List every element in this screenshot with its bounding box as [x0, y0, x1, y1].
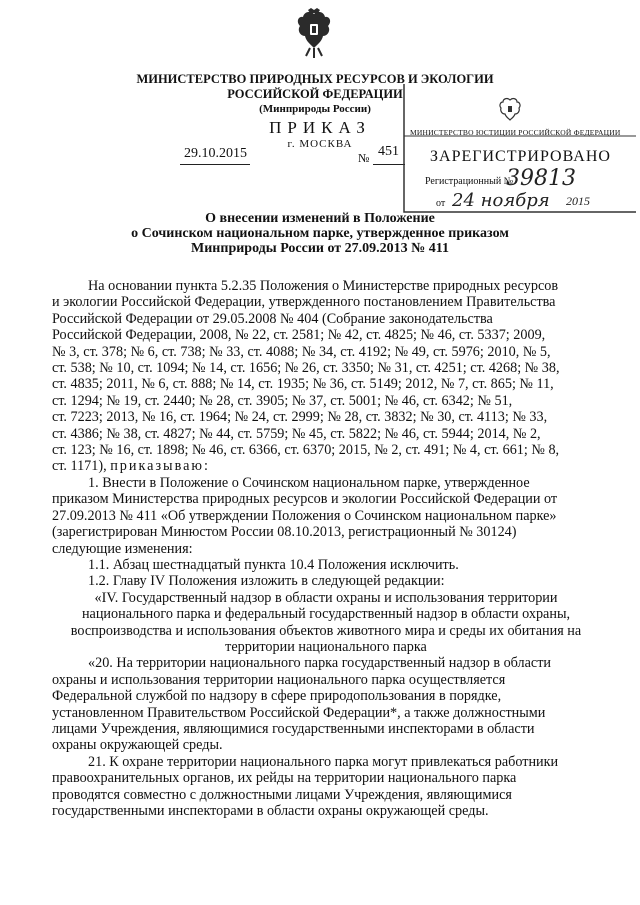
body-line: 1. Внести в Положение о Сочинском национальном парке, утвержденное	[88, 474, 530, 491]
chapter-heading-line: территории национального парка	[225, 638, 427, 655]
ministry-short-name: (Минприроды России)	[259, 103, 371, 115]
stamp-registered: ЗАРЕГИСТРИРОВАНО	[430, 148, 611, 165]
document-body	[52, 278, 600, 819]
body-line: ст. 7223; 2013, № 16, ст. 1964; № 24, ст. 2999; № 28, ст. 3832; № 30, ст. 4113; № 33,	[52, 409, 548, 426]
title-line3: Минприроды России от 27.09.2013 № 411	[191, 241, 449, 256]
body-line: охраны окружающей среды.	[52, 737, 223, 754]
body-line: (зарегистрирован Минюстом России 08.10.2013, регистрационный № 30124)	[52, 524, 517, 541]
body-line: лицами Учреждения, являющимися государственными инспекторами в области	[52, 720, 535, 737]
body-line: охраны и использования территории национального парка осуществляется	[52, 671, 506, 688]
body-line: 27.09.2013 № 411 «Об утверждении Положения о Сочинском национальном парке»	[52, 507, 557, 524]
body-line: На основании пункта 5.2.35 Положения о Министерстве природных ресурсов	[88, 278, 559, 294]
body-line: 1.1. Абзац шестнадцатый пункта 10.4 Положения исключить.	[88, 556, 459, 573]
body-line: Российской Федерации от 29.05.2008 № 404 (Собрание законодательства	[52, 310, 493, 327]
stamp-emblem-icon	[498, 96, 522, 124]
body-line: Федеральной службой по надзору в сфере природопользования в порядке,	[52, 688, 502, 705]
body-line: № 3, ст. 378; № 6, ст. 738; № 33, ст. 4088; № 34, ст. 4192; № 49, ст. 5976; 2010, № 5,	[52, 343, 551, 360]
body-text: ст. 1171),	[52, 458, 107, 475]
ministry-name-line2: РОССИЙСКОЙ ФЕДЕРАЦИИ	[227, 87, 403, 101]
body-line: 1.2. Главу IV Положения изложить в следующей редакции:	[88, 573, 445, 590]
body-line: ст. 4386; № 38, ст. 4827; № 44, ст. 5759; № 45, ст. 5822; № 46, ст. 5944; 2014, № 2,	[52, 425, 541, 442]
body-line: ст. 538; № 10, ст. 1094; № 14, ст. 1656; № 26, ст. 3350; № 31, ст. 4251; ст. 4268; № 38,	[52, 360, 560, 377]
body-line	[52, 458, 600, 474]
body-line: проводятся совместно с должностными лицами Учреждения, являющимися	[52, 786, 512, 803]
body-line: правоохранительных органов, их рейды на территории национального парка	[52, 770, 517, 787]
document-type: ПРИКАЗ	[269, 118, 371, 137]
stamp-year: 2015	[566, 194, 590, 208]
order-title	[100, 211, 540, 256]
body-line: приказом Министерства природных ресурсов и экологии Российской Федерации от	[52, 491, 558, 508]
state-emblem-icon	[294, 8, 334, 60]
number-sign: №	[358, 151, 370, 165]
body-line: следующие изменения:	[52, 540, 193, 557]
number-underline	[373, 164, 405, 165]
stamp-authority: МИНИСТЕРСТВО ЮСТИЦИИ РОССИЙСКОЙ ФЕДЕРАЦИИ	[410, 128, 621, 137]
chapter-heading-line: «IV. Государственный надзор в области охраны и использования территории	[94, 589, 558, 606]
order-date: 29.10.2015	[184, 146, 247, 161]
ministry-name-line1: МИНИСТЕРСТВО ПРИРОДНЫХ РЕСУРСОВ И ЭКОЛОГИИ	[136, 72, 494, 86]
order-word: приказываю:	[110, 458, 210, 475]
body-line: «20. На территории национального парка государственный надзор в области	[88, 655, 552, 672]
title-line2: о Сочинском национальном парке, утвержденное приказом	[131, 226, 509, 241]
body-line: 21. К охране территории национального парка могут привлекаться работники	[88, 753, 559, 770]
body-line: Российской Федерации, 2008, № 22, ст. 2581; № 42, ст. 4825; № 46, ст. 5337; 2009,	[52, 327, 546, 344]
body-line: установленном Правительством Российской Федерации*, а также должностными	[52, 704, 546, 721]
order-number: 451	[378, 144, 399, 159]
city-label: г. МОСКВА	[287, 138, 353, 150]
date-underline	[180, 164, 250, 165]
chapter-heading-line: воспроизводства и использования объектов животного мира и среды их обитания на	[70, 622, 582, 639]
stamp-date-prefix: от	[436, 198, 446, 209]
body-line: ст. 123; № 16, ст. 1898; № 46, ст. 6366, ст. 6370; 2015, № 2, ст. 491; № 4, ст. 661; № 8,	[52, 442, 560, 459]
stamp-reg-label: Регистрационный №	[425, 176, 514, 187]
body-line: ст. 1294; № 19, ст. 2440; № 28, ст. 3905; № 37, ст. 5001; № 46, ст. 6342; № 51,	[52, 392, 513, 409]
stamp-date-handwritten: 24 ноября	[452, 190, 550, 211]
body-line: и экологии Российской Федерации, утвержденного постановлением Правительства	[52, 294, 556, 311]
chapter-heading-line: национального парка и федеральный государственный надзор в области охраны,	[81, 606, 571, 623]
stamp-reg-number: 39813	[506, 166, 576, 191]
body-line: ст. 4835; 2011, № 6, ст. 888; № 14, ст. 1935; № 36, ст. 5149; 2012, № 7, ст. 865; № 11,	[52, 376, 554, 393]
body-line: государственными инспекторами в области охраны окружающей среды.	[52, 803, 489, 819]
title-line1: О внесении изменений в Положение	[205, 211, 435, 226]
